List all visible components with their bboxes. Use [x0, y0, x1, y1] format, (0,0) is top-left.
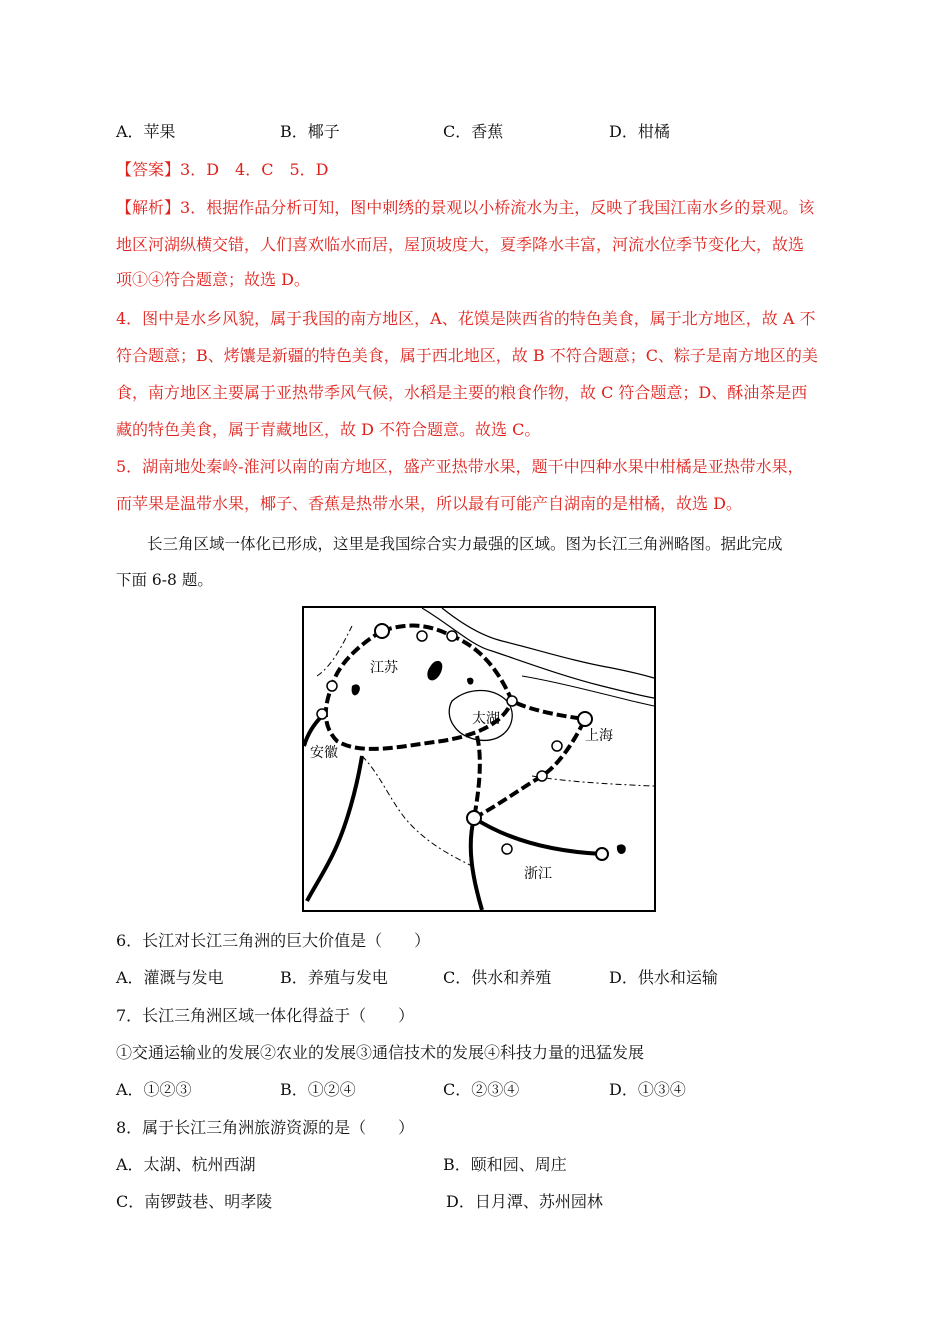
analysis-line-4: 4．图中是水乡风貌，属于我国的南方地区，A、花馍是陕西省的特色美食，属于北方地区，故 A 不 — [116, 309, 816, 328]
q7-option-a[interactable]: A．①②③ — [116, 1080, 192, 1099]
map-label-taihu: 太湖 — [472, 711, 500, 727]
station-ningbo — [596, 848, 608, 860]
station — [502, 844, 512, 854]
q6-option-a[interactable]: A．灌溉与发电 — [116, 968, 224, 987]
analysis-line-3: 项①④符合题意；故选 D。 — [116, 270, 310, 289]
q8-stem: 8．属于长江三角洲旅游资源的是（ ） — [116, 1118, 415, 1137]
q7-option-c[interactable]: C．②③④ — [443, 1080, 520, 1099]
answer-tag: 【答案】 — [116, 160, 181, 179]
station — [417, 631, 427, 641]
q7-option-d[interactable]: D．①③④ — [609, 1080, 686, 1099]
analysis-line-8: 5．湖南地处秦岭-淮河以南的南方地区，盛产亚热带水果，题干中四种水果中柑橘是亚热带水果， — [116, 457, 804, 476]
station — [537, 771, 547, 781]
option-c[interactable]: C．香蕉 — [443, 122, 504, 141]
answer-text: 3．D 4．C 5．D — [180, 160, 329, 179]
q6-option-b[interactable]: B．养殖与发电 — [280, 968, 388, 987]
option-b[interactable]: B．椰子 — [280, 122, 340, 141]
map-label-zhejiang: 浙江 — [524, 866, 552, 882]
analysis-line-6: 食，南方地区主要属于亚热带季风气候，水稻是主要的粮食作物，故 C 符合题意；D、酥油茶是西 — [116, 383, 808, 402]
map-label-anhui: 安徽 — [310, 745, 338, 761]
yangtze-delta-map — [302, 606, 656, 912]
station — [317, 709, 327, 719]
station-hangzhou — [467, 811, 481, 825]
analysis-line-1 — [116, 198, 814, 218]
q7-option-b[interactable]: B．①②④ — [280, 1080, 356, 1099]
option-a[interactable]: A．苹果 — [116, 122, 176, 141]
analysis-line-5: 符合题意；B、烤馕是新疆的特色美食，属于西北地区，故 B 不符合题意；C、粽子是南方地区的美 — [116, 346, 818, 365]
q8-option-a[interactable]: A．太湖、杭州西湖 — [116, 1155, 256, 1174]
station-nanjing — [375, 624, 389, 638]
station — [552, 741, 562, 751]
station — [507, 696, 517, 706]
map-label-shanghai: 上海 — [585, 728, 613, 744]
q8-option-b[interactable]: B．颐和园、周庄 — [443, 1155, 567, 1174]
q8-option-d[interactable]: D．日月潭、苏州园林 — [446, 1192, 603, 1211]
q7-sub: ①交通运输业的发展②农业的发展③通信技术的发展④科技力量的迅猛发展 — [116, 1043, 645, 1062]
analysis-line-7: 藏的特色美食，属于青藏地区，故 D 不符合题意。故选 C。 — [116, 420, 541, 439]
answer-line — [116, 160, 328, 180]
intro-line-2: 下面 6-8 题。 — [116, 571, 213, 589]
station-shanghai — [578, 712, 592, 726]
analysis-text-1: 3．根据作品分析可知，图中刺绣的景观以小桥流水为主，反映了我国江南水乡的景观。该 — [180, 198, 815, 217]
analysis-tag: 【解析】 — [116, 198, 181, 217]
q7-stem: 7．长江三角洲区域一体化得益于（ ） — [116, 1006, 415, 1025]
q6-stem: 6．长江对长江三角洲的巨大价值是（ ） — [116, 931, 431, 950]
q6-option-d[interactable]: D．供水和运输 — [609, 968, 718, 987]
station — [447, 631, 457, 641]
intro-line-1: 长三角区域一体化已形成，这里是我国综合实力最强的区域。图为长江三角洲略图。据此完成 — [147, 535, 783, 553]
q8-option-c[interactable]: C．南锣鼓巷、明孝陵 — [116, 1192, 273, 1211]
q6-option-c[interactable]: C．供水和养殖 — [443, 968, 552, 987]
map-label-jiangsu: 江苏 — [370, 660, 398, 676]
analysis-line-9: 而苹果是温带水果，椰子、香蕉是热带水果，所以最有可能产自湖南的是柑橘，故选 D。 — [116, 494, 742, 513]
option-d[interactable]: D．柑橘 — [609, 122, 670, 141]
analysis-line-2: 地区河湖纵横交错，人们喜欢临水而居，屋顶坡度大，夏季降水丰富，河流水位季节变化大，故选 — [116, 235, 805, 254]
station — [327, 681, 337, 691]
